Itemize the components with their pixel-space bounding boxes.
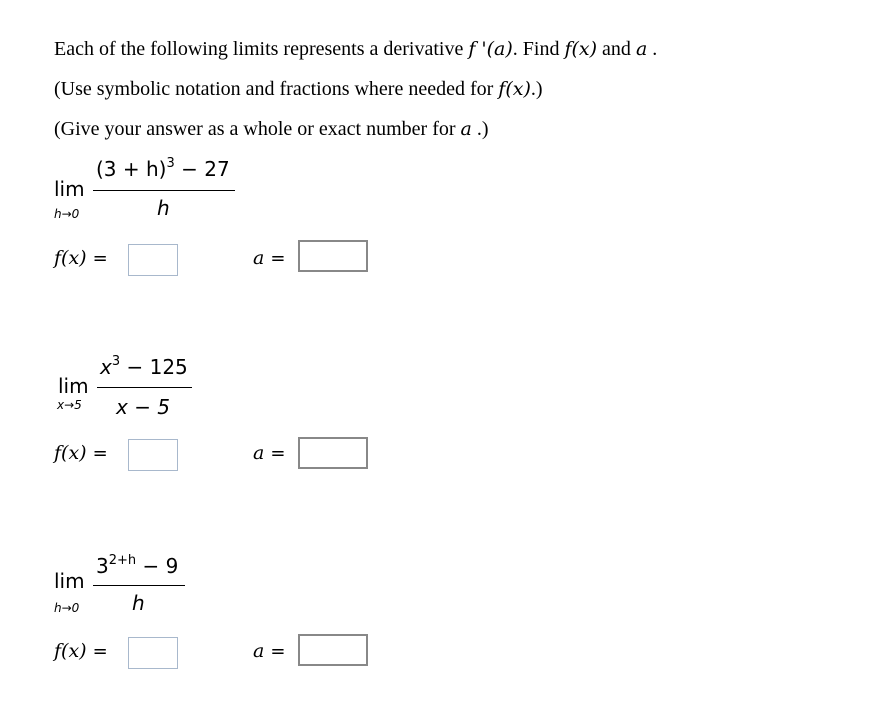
- function-notation: f(x): [498, 78, 531, 100]
- fx-input[interactable]: [128, 244, 178, 276]
- a-label: [253, 640, 285, 662]
- fx-text: f(x): [54, 640, 87, 662]
- fx-input[interactable]: [128, 439, 178, 471]
- instruction-line-1: [54, 38, 657, 61]
- numerator-rest: − 9: [136, 554, 179, 578]
- instruction-text: .): [471, 118, 489, 140]
- equals-sign: =: [92, 443, 108, 464]
- limit-operator: lim: [58, 374, 89, 398]
- numerator-rest: − 125: [120, 355, 188, 379]
- limit-operator: lim: [54, 177, 85, 201]
- a-input[interactable]: [298, 437, 368, 469]
- numerator-exponent: 2+h: [108, 553, 137, 568]
- instruction-line-3: [54, 118, 489, 141]
- a-input[interactable]: [298, 240, 368, 272]
- limit-subscript: x→5: [57, 398, 82, 412]
- equals-sign: =: [270, 248, 286, 269]
- limit-subscript: h→0: [54, 601, 80, 615]
- limit-numerator: [96, 554, 178, 578]
- variable-a: a: [635, 38, 648, 60]
- instruction-text: (Give your answer as a whole or exact number for: [54, 118, 461, 140]
- fx-input[interactable]: [128, 637, 178, 669]
- fx-text: f(x): [54, 442, 87, 464]
- numerator-base: (3 + h): [96, 157, 167, 181]
- limit-numerator: [96, 157, 230, 181]
- limit-denominator: h: [132, 591, 145, 615]
- variable-a: a: [460, 118, 472, 140]
- limit-numerator: [100, 355, 188, 379]
- a-label: [253, 247, 285, 269]
- numerator-base: x: [100, 355, 112, 379]
- limit-denominator: x − 5: [116, 395, 171, 419]
- equals-sign: =: [270, 641, 286, 662]
- numerator-base: 3: [96, 554, 109, 578]
- a-text: a: [253, 640, 265, 662]
- fx-label: [54, 247, 108, 269]
- equals-sign: =: [270, 443, 286, 464]
- limit-denominator: h: [157, 196, 170, 220]
- fraction-bar: [93, 585, 185, 586]
- derivative-notation: f '(a): [468, 38, 513, 60]
- instruction-text: (Use symbolic notation and fractions where needed for: [54, 78, 499, 100]
- instruction-line-2: [54, 78, 543, 101]
- limit-subscript: h→0: [54, 207, 80, 221]
- fx-label: [54, 640, 108, 662]
- numerator-exponent: 3: [166, 156, 175, 171]
- instruction-text: . Find: [512, 38, 565, 60]
- fraction-bar: [97, 387, 192, 388]
- a-text: a: [253, 442, 265, 464]
- function-notation: f(x): [564, 38, 598, 60]
- instruction-text: .: [647, 38, 658, 60]
- equals-sign: =: [92, 248, 108, 269]
- limit-operator: lim: [54, 569, 85, 593]
- numerator-rest: − 27: [174, 157, 230, 181]
- a-input[interactable]: [298, 634, 368, 666]
- instruction-text: Each of the following limits represents a derivative: [54, 38, 469, 60]
- fx-label: [54, 442, 108, 464]
- instruction-text: .): [530, 78, 543, 100]
- a-text: a: [253, 247, 265, 269]
- equals-sign: =: [92, 641, 108, 662]
- fx-text: f(x): [54, 247, 87, 269]
- a-label: [253, 442, 285, 464]
- numerator-exponent: 3: [111, 354, 121, 369]
- instruction-text: and: [597, 38, 636, 60]
- fraction-bar: [93, 190, 235, 191]
